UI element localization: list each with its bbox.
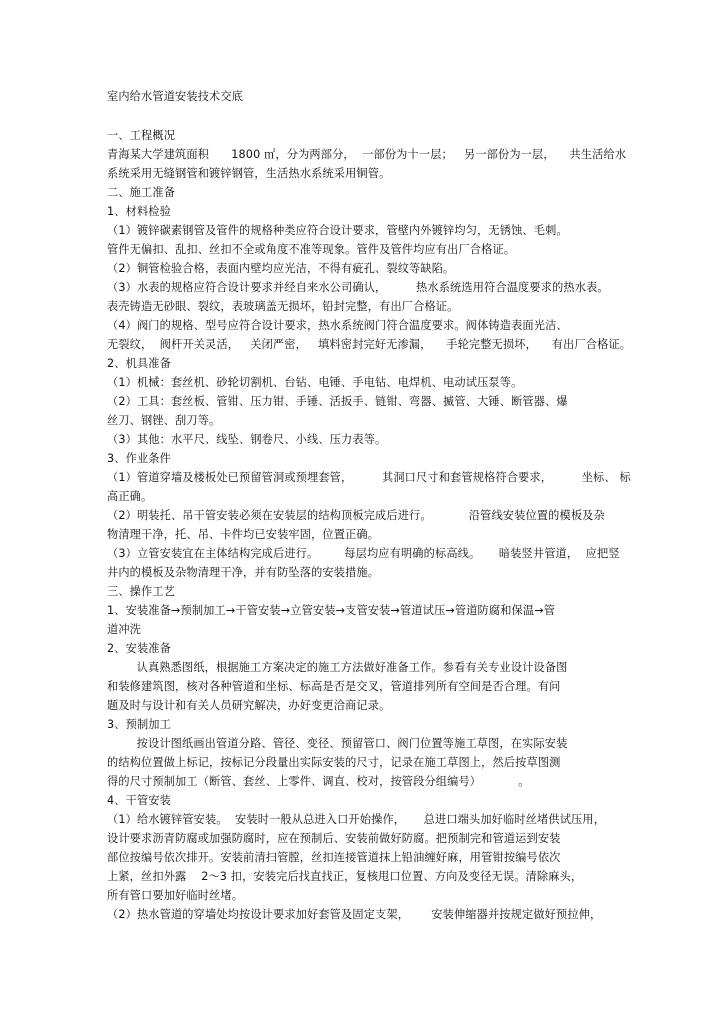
text-line: 上紧，丝扣外露 2～3 扣，安装完后找直找正，复核甩口位置、方向及变径无误。清除麻头， [107,870,583,883]
text-line: 所有管口要加好临时丝堵。 [107,889,244,902]
section-heading: 二、施工准备 [107,186,176,199]
doc-title: 室内给水管道安装技术交底 [107,90,244,103]
text-line: （3）其他：水平尺、线坠、钢卷尺、小线、压力表等。 [107,433,387,446]
text-line: （1）管道穿墙及楼板处已预留管洞或预埋套管， 其洞口尺寸和套管规格符合要求， 坐标、 标 [107,471,631,484]
text-line: （1）镀锌碳素钢管及管件的规格种类应符合设计要求，管壁内外镀锌均匀，无锈蚀、毛刺。 [107,224,568,237]
text-line: 管件无偏扣、乱扣、丝扣不全或角度不准等现象。管件及管件均应有出厂合格证。 [107,243,516,256]
text-line: 无裂纹， 阀杆开关灵活， 关闭严密， 填料密封完好无渗漏， 手轮完整无损坏， 有出厂合格证。 [107,338,632,351]
text-line: （2）铜管检验合格，表面内壁均应光洁，不得有疵孔、裂纹等缺陷。 [107,262,455,275]
text-line: （1）给水镀锌管安装。 安装时一般从总进入口开始操作， 总进口端头加好临时丝堵供试压用， [107,813,606,826]
text-line: （3）水表的规格应符合设计要求并经自来水公司确认， 热水系统选用符合温度要求的热水表。 [107,281,609,294]
text-line: 丝刀、钢锉、刮刀等。 [107,414,221,427]
text-line: 道冲洗 [107,623,142,636]
text-line: 部位按编号依次排开。安装前清扫管膛，丝扣连接管道抹上铅油缠好麻，用管钳按编号依次 [107,851,561,864]
text-line: （4）阀门的规格、型号应符合设计要求，热水系统阀门符合温度要求。阀体铸造表面光洁、 [107,319,568,332]
text-line: 的结构位置做上标记，按标记分段量出实际安装的尺寸，记录在施工草图上，然后按草图测 [107,756,561,769]
subsection-heading: 1、材料检验 [107,205,171,218]
text-line: 按设计图纸画出管道分路、管径、变径、预留管口、阀门位置等施工草图，在实际安装 [107,737,568,750]
text-line: （1）机械：套丝机、砂轮切割机、台钻、电锤、手电钻、电焊机、电动试压泵等。 [107,376,523,389]
text-line: 物清理干净，托、吊、卡件均已安装牢固，位置正确。 [107,528,380,541]
subsection-heading: 3、预制加工 [107,718,171,731]
text-line: 系统采用无缝钢管和镀锌钢管，生活热水系统采用铜管。 [107,167,391,180]
text-line: 井内的模板及杂物清理干净，并有防坠落的安装措施。 [107,566,380,579]
text-line: （2）明装托、吊干管安装必须在安装层的结构顶板完成后进行。 沿管线安装位置的模板及杂 [107,509,605,522]
section-heading: 三、操作工艺 [107,585,176,598]
subsection-heading: 4、干管安装 [107,794,171,807]
text-line: 1、安装准备→预制加工→干管安装→立管安装→支管安装→管道试压→管道防腐和保温→管 [107,604,556,617]
text-line: 设计要求沥青防腐或加强防腐时，应在预制后、安装前做好防腐。把预制完和管道运到安装 [107,832,561,845]
section-heading: 一、工程概况 [107,129,176,142]
text-line: 表壳铸造无砂眼、裂纹，表玻璃盖无损坏，铅封完整，有出厂合格证。 [107,300,459,313]
text-line: 得的尺寸预制加工（断管、套丝、上零件、调直、校对，按管段分组编号） 。 [107,775,530,788]
text-line: 题及时与设计和有关人员研究解决，办好变更洽商记录。 [107,699,391,712]
text-line: 高正确。 [107,490,153,503]
text-line: 认真熟悉图纸，根据施工方案决定的施工方法做好准备工作。参看有关专业设计设备图 [107,661,568,674]
text-line: （3）立管安装宜在主体结构完成后进行。 每层均应有明确的标高线。 暗装竖井管道， 应把竖 [107,547,620,560]
subsection-heading: 2、安装准备 [107,642,171,655]
subsection-heading: 2、机具准备 [107,357,171,370]
text-line: （2）工具：套丝板、管钳、压力钳、手锤、活扳手、链钳、弯器、揻管、大锤、断管器、爆 [107,395,568,408]
text-line: （2）热水管道的穿墙处均按设计要求加好套管及固定支架， 安装伸缩器并按规定做好预拉伸， [107,908,602,921]
text-line: 青海某大学建筑面积 1800 ㎡，分为两部分， 一部份为十一层； 另一部份为一层， 共生活给水 [107,148,627,161]
subsection-heading: 3、作业条件 [107,452,171,465]
text-line: 和装修建筑图，核对各种管道和坐标、标高是否是交叉，管道排列所有空间是否合理。有问 [107,680,561,693]
